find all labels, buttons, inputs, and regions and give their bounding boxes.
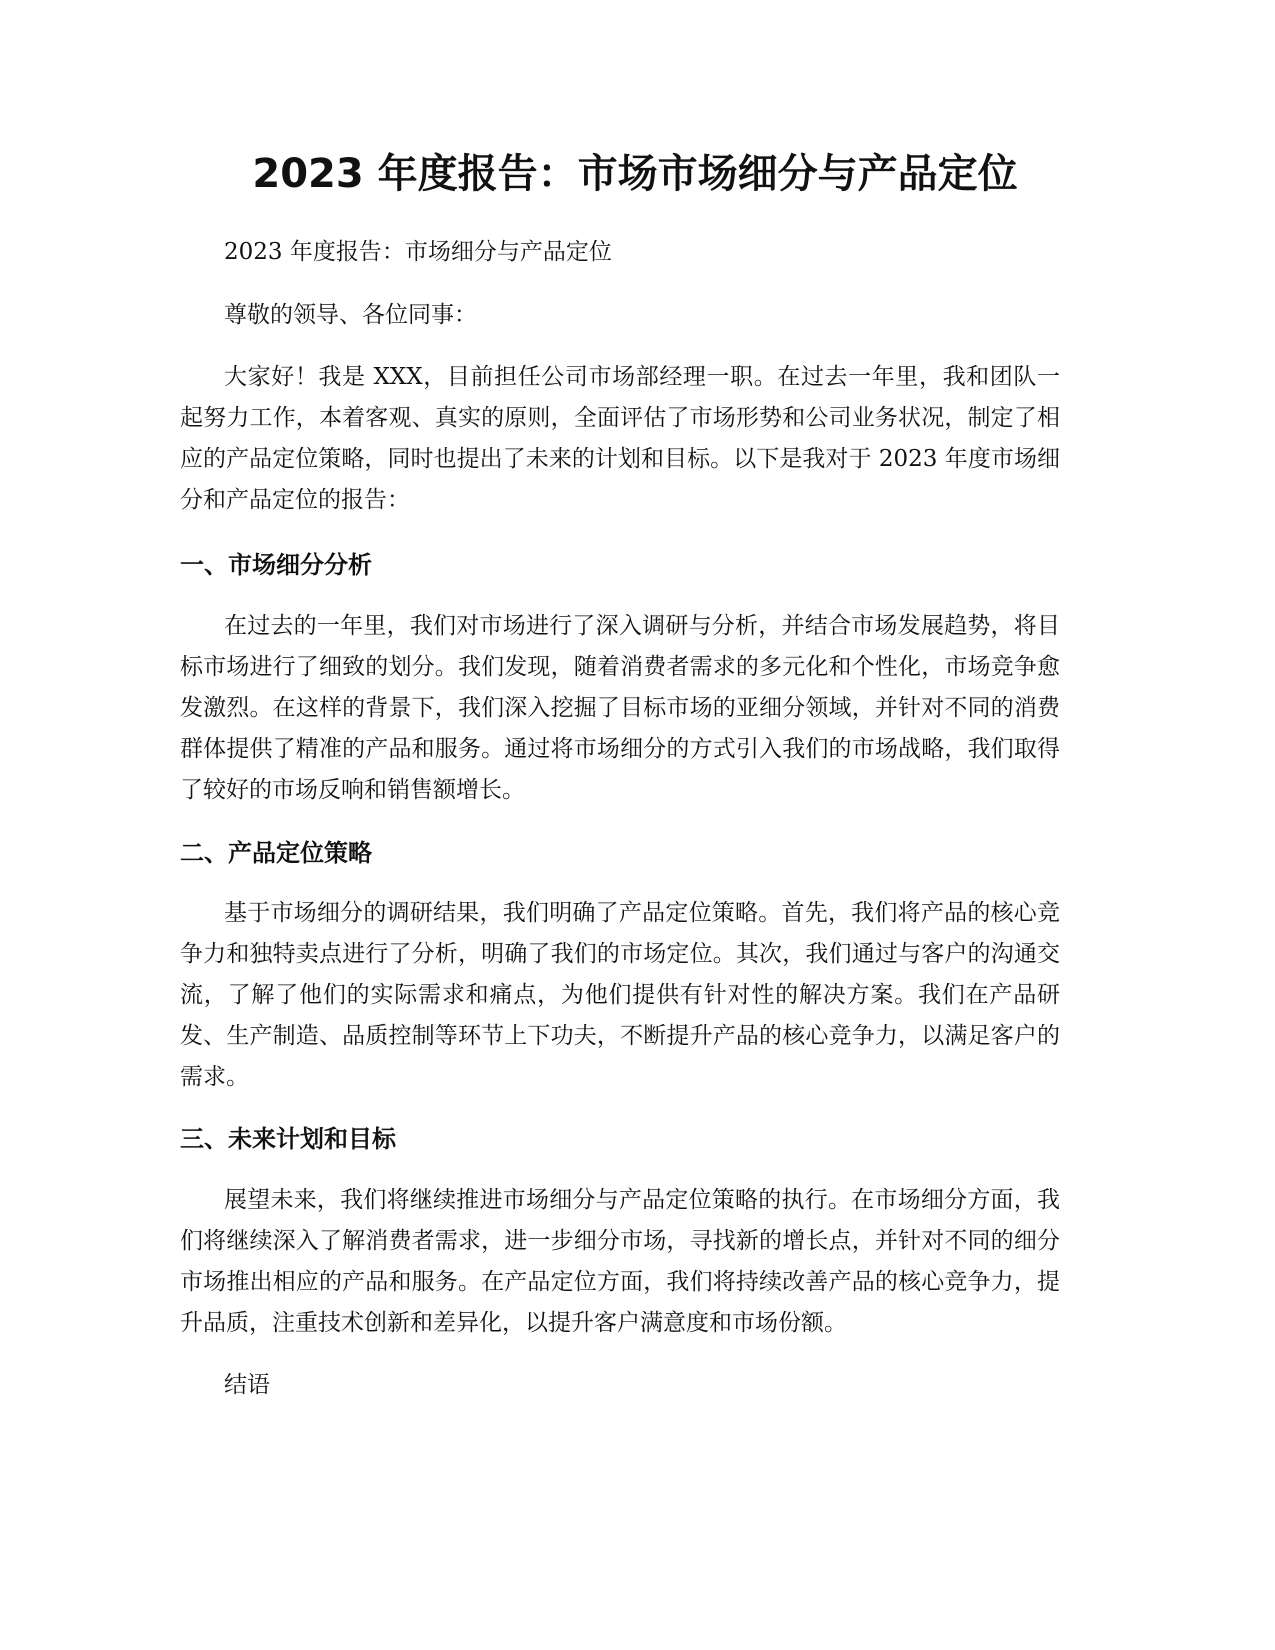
section-body-future-plans: 展望未来，我们将继续推进市场细分与产品定位策略的执行。在市场细分方面，我们将继续深入了解消费者需求，进一步细分市场，寻找新的增长点，并针对不同的细分市场推出相应的产品和服务。在产品定位方面，我们将持续改善产品的核心竞争力，提升品质，注重技术创新和差异化，以提升客户满意度和市场份额。: [180, 1187, 1060, 1336]
intro-paragraph: 大家好！我是 XXX，目前担任公司市场部经理一职。在过去一年里，我和团队一起努力工作，本着客观、真实的原则，全面评估了市场形势和公司业务状况，制定了相应的产品定位策略，同时也提出了未来的计划和目标。以下是我对于 2023 年度市场细分和产品定位的报告：: [180, 364, 1060, 513]
section-heading-market-segmentation: 一、市场细分分析: [180, 551, 372, 579]
section-body-product-positioning: 基于市场细分的调研结果，我们明确了产品定位策略。首先，我们将产品的核心竞争力和独特卖点进行了分析，明确了我们的市场定位。其次，我们通过与客户的沟通交流，了解了他们的实际需求和痛点，为他们提供有针对性的解决方案。我们在产品研发、生产制造、品质控制等环节上下功夫，不断提升产品的核心竞争力，以满足客户的需求。: [180, 900, 1060, 1090]
section-body-market-segmentation: 在过去的一年里，我们对市场进行了深入调研与分析，并结合市场发展趋势，将目标市场进行了细致的划分。我们发现，随着消费者需求的多元化和个性化，市场竞争愈发激烈。在这样的背景下，我们深入挖掘了目标市场的亚细分领域，并针对不同的消费群体提供了精准的产品和服务。通过将市场细分的方式引入我们的市场战略，我们取得了较好的市场反响和销售额增长。: [180, 613, 1060, 803]
document-title: 2023 年度报告：市场市场细分与产品定位: [252, 151, 1018, 197]
closing-heading: 结语: [224, 1372, 270, 1398]
section-heading-product-positioning: 二、产品定位策略: [180, 839, 372, 867]
document-subtitle: 2023 年度报告：市场细分与产品定位: [224, 239, 612, 265]
section-heading-future-plans: 三、未来计划和目标: [180, 1125, 396, 1153]
salutation: 尊敬的领导、各位同事：: [224, 302, 477, 328]
